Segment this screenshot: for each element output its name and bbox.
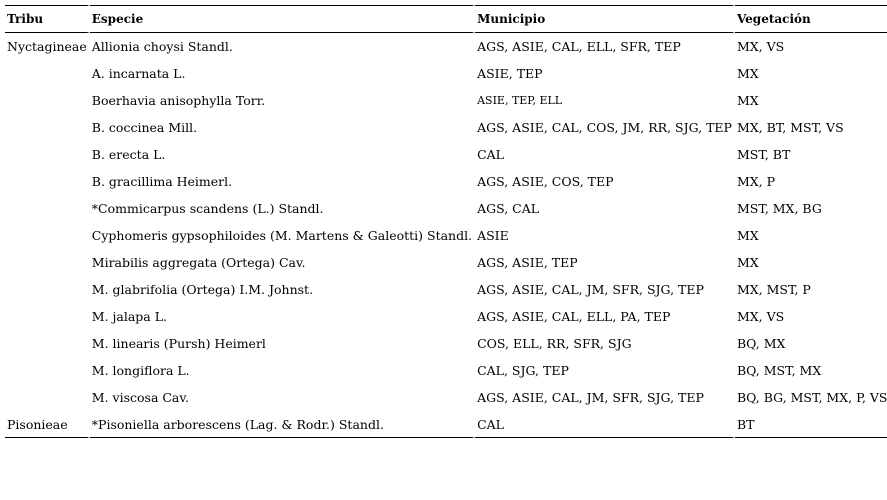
cell-vegetacion: MST, BT bbox=[736, 147, 791, 162]
cell-tribu bbox=[5, 222, 90, 249]
cell-especie: Cyphomeris gypsophiloides (M. Martens & Galeotti) Standl. bbox=[90, 222, 475, 249]
cell-tribu bbox=[5, 114, 90, 141]
cell-municipio: CAL bbox=[475, 411, 735, 438]
cell-vegetacion: MX bbox=[736, 93, 759, 108]
cell-vegetacion: MX, VS bbox=[736, 309, 785, 324]
cell-municipio: AGS, ASIE, CAL, ELL, PA, TEP bbox=[475, 303, 735, 330]
table-row bbox=[5, 168, 887, 195]
table-row bbox=[5, 33, 887, 60]
table-row bbox=[5, 87, 887, 114]
cell-especie: B. coccinea Mill. bbox=[90, 114, 475, 141]
cell-vegetacion: MX, BT, MST, VS bbox=[736, 120, 844, 135]
cell-vegetacion: MX bbox=[736, 255, 759, 270]
cell-tribu bbox=[5, 168, 90, 195]
cell-vegetacion: MX, MST, P bbox=[736, 282, 811, 297]
header-municipio: Municipio bbox=[475, 5, 735, 33]
cell-municipio: AGS, ASIE, CAL, COS, JM, RR, SJG, TEP bbox=[475, 114, 735, 141]
cell-especie: M. longiflora L. bbox=[90, 357, 475, 384]
cell-municipio: ASIE, TEP bbox=[475, 60, 735, 87]
cell-tribu bbox=[5, 276, 90, 303]
cell-especie: Boerhavia anisophylla Torr. bbox=[90, 87, 475, 114]
table-row bbox=[5, 141, 887, 168]
header-tribu: Tribu bbox=[5, 5, 90, 33]
cell-tribu bbox=[5, 384, 90, 411]
cell-municipio: CAL, SJG, TEP bbox=[475, 357, 735, 384]
table-row bbox=[5, 411, 887, 438]
cell-tribu bbox=[5, 60, 90, 87]
header-especie: Especie bbox=[90, 5, 475, 33]
cell-municipio: AGS, ASIE, COS, TEP bbox=[475, 168, 735, 195]
cell-vegetacion: MX, P bbox=[736, 174, 776, 189]
cell-especie: M. jalapa L. bbox=[90, 303, 475, 330]
cell-especie: M. glabrifolia (Ortega) I.M. Johnst. bbox=[90, 276, 475, 303]
cell-tribu: Pisonieae bbox=[5, 411, 90, 438]
cell-especie: *Commicarpus scandens (L.) Standl. bbox=[90, 195, 475, 222]
cell-vegetacion: BQ, BG, MST, MX, P, VS bbox=[736, 390, 887, 405]
table-row bbox=[5, 195, 887, 222]
cell-municipio: COS, ELL, RR, SFR, SJG bbox=[475, 330, 735, 357]
cell-tribu bbox=[5, 141, 90, 168]
cell-vegetacion: BT bbox=[735, 411, 887, 438]
cell-municipio: AGS, ASIE, CAL, JM, SFR, SJG, TEP bbox=[475, 384, 735, 411]
cell-tribu bbox=[5, 303, 90, 330]
cell-especie: B. erecta L. bbox=[90, 141, 475, 168]
cell-vegetacion: BQ, MX bbox=[736, 336, 786, 351]
table-row bbox=[5, 303, 887, 330]
header-row bbox=[5, 5, 887, 33]
species-table bbox=[5, 5, 887, 438]
cell-tribu bbox=[5, 249, 90, 276]
cell-tribu bbox=[5, 357, 90, 384]
table-row bbox=[5, 330, 887, 357]
cell-vegetacion: MST, MX, BG bbox=[736, 201, 822, 216]
cell-tribu bbox=[5, 87, 90, 114]
table-row bbox=[5, 114, 887, 141]
table-row bbox=[5, 222, 887, 249]
cell-especie: Mirabilis aggregata (Ortega) Cav. bbox=[90, 249, 475, 276]
cell-tribu bbox=[5, 330, 90, 357]
table-row bbox=[5, 384, 887, 411]
cell-especie: Allionia choysi Standl. bbox=[90, 33, 475, 60]
cell-vegetacion: MX bbox=[736, 228, 759, 243]
cell-especie: M. viscosa Cav. bbox=[90, 384, 475, 411]
cell-especie: M. linearis (Pursh) Heimerl bbox=[90, 330, 475, 357]
header-vegetacion: Vegetación bbox=[735, 5, 887, 33]
cell-municipio: ASIE, TEP, ELL bbox=[475, 87, 735, 114]
table-row bbox=[5, 276, 887, 303]
table-row bbox=[5, 357, 887, 384]
table-row bbox=[5, 60, 887, 87]
cell-tribu bbox=[5, 195, 90, 222]
cell-especie: *Pisoniella arborescens (Lag. & Rodr.) Standl. bbox=[90, 411, 475, 438]
cell-vegetacion: MX, VS bbox=[736, 39, 785, 54]
cell-municipio: ASIE bbox=[475, 222, 735, 249]
table-row bbox=[5, 249, 887, 276]
cell-municipio: AGS, CAL bbox=[475, 195, 735, 222]
cell-municipio: AGS, ASIE, TEP bbox=[475, 249, 735, 276]
cell-especie: A. incarnata L. bbox=[90, 60, 475, 87]
cell-especie: B. gracillima Heimerl. bbox=[90, 168, 475, 195]
cell-vegetacion: MX bbox=[736, 66, 759, 81]
cell-municipio: CAL bbox=[475, 141, 735, 168]
cell-tribu: Nyctagineae bbox=[5, 33, 90, 60]
cell-municipio: AGS, ASIE, CAL, ELL, SFR, TEP bbox=[475, 33, 735, 60]
cell-municipio: AGS, ASIE, CAL, JM, SFR, SJG, TEP bbox=[475, 276, 735, 303]
cell-vegetacion: BQ, MST, MX bbox=[736, 363, 822, 378]
